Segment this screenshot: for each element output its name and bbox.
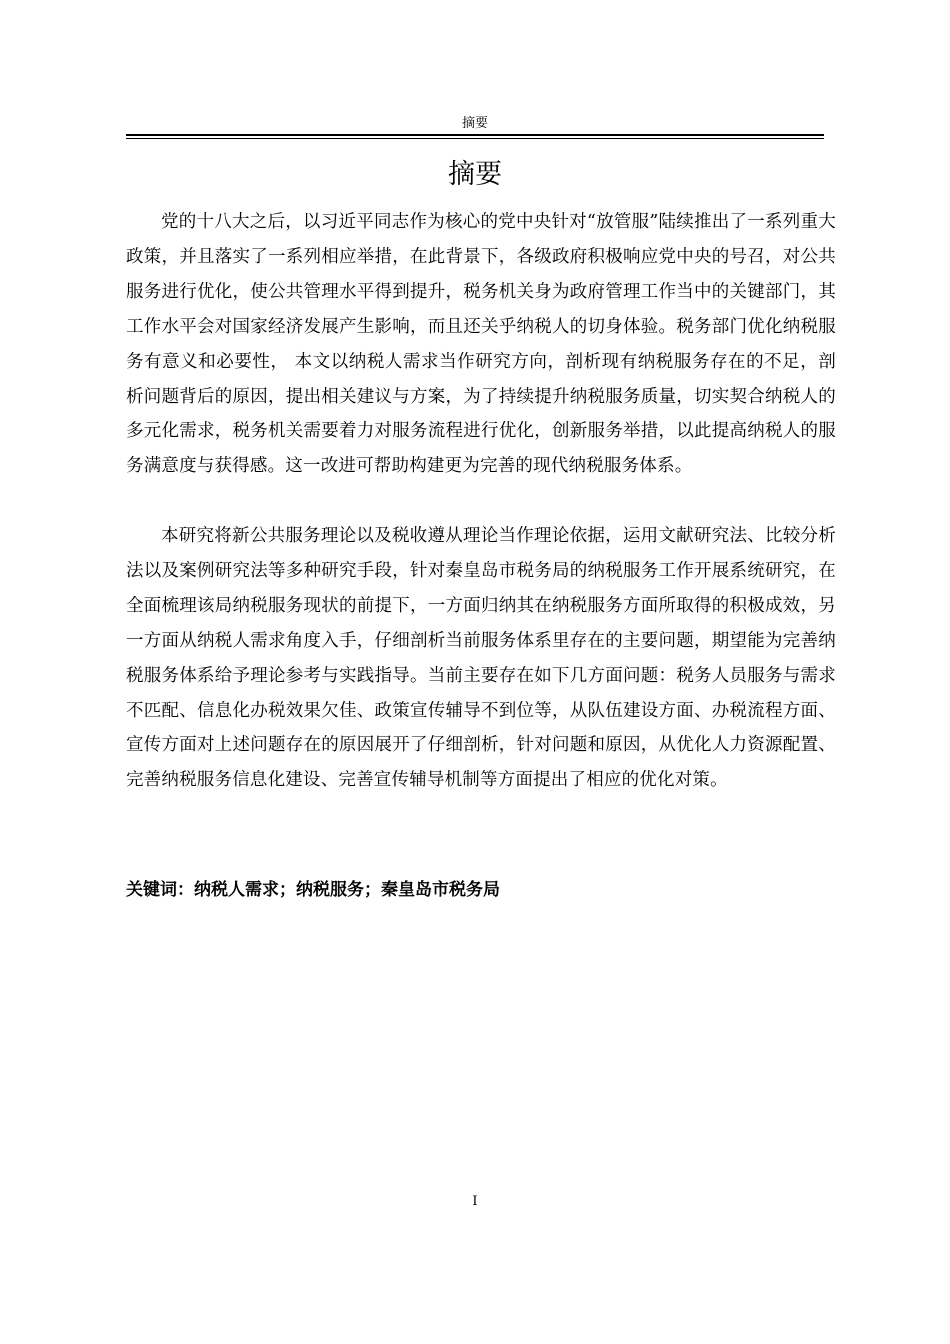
abstract-paragraph-1: 党的十八大之后，以习近平同志作为核心的党中央针对“放管服”陆续推出了一系列重大政策，并且落实了一系列相应举措，在此背景下，各级政府积极响应党中央的号召，对公共服务进行优化，使公共管理水平得到提升，税务机关身为政府管理工作当中的关键部门，其工作水平会对国家经济发展产生影响，而且还关乎纳税人的切身体验。税务部门优化纳税服务有意义和必要性， 本文以纳税人需求当作研究方向，剖析现有纳税服务存在的不足，剖析问题背后的原因，提出相关建议与方案，为了持续提升纳税服务质量，切实契合纳税人的多元化需求，税务机关需要着力对服务流程进行优化，创新服务举措，以此提高纳税人的服务满意度与获得感。这一改进可帮助构建更为完善的现代纳税服务体系。 [126,212,836,477]
header-rule-thin [126,138,824,139]
page-number: I [472,1194,478,1209]
page-title: 摘要 [448,159,502,190]
abstract-paragraph-2: 本研究将新公共服务理论以及税收遵从理论当作理论依据，运用文献研究法、比较分析法以及案例研究法等多种研究手段，针对秦皇岛市税务局的纳税服务工作开展系统研究，在全面梳理该局纳税服务现状的前提下，一方面归纳其在纳税服务方面所取得的积极成效，另一方面从纳税人需求角度入手，仔细剖析当前服务体系里存在的主要问题，期望能为完善纳税服务体系给予理论参考与实践指导。当前主要存在如下几方面问题：税务人员服务与需求不匹配、信息化办税效果欠佳、政策宣传辅导不到位等，从队伍建设方面、办税流程方面、宣传方面对上述问题存在的原因展开了仔细剖析，针对问题和原因，从优化人力资源配置、完善纳税服务信息化建设、完善宣传辅导机制等方面提出了相应的优化对策。 [126,526,836,791]
running-header: 摘要 [461,116,488,131]
header-rule-thick [126,134,824,136]
keywords: 关键词：纳税人需求；纳税服务；秦皇岛市税务局 [126,880,500,900]
